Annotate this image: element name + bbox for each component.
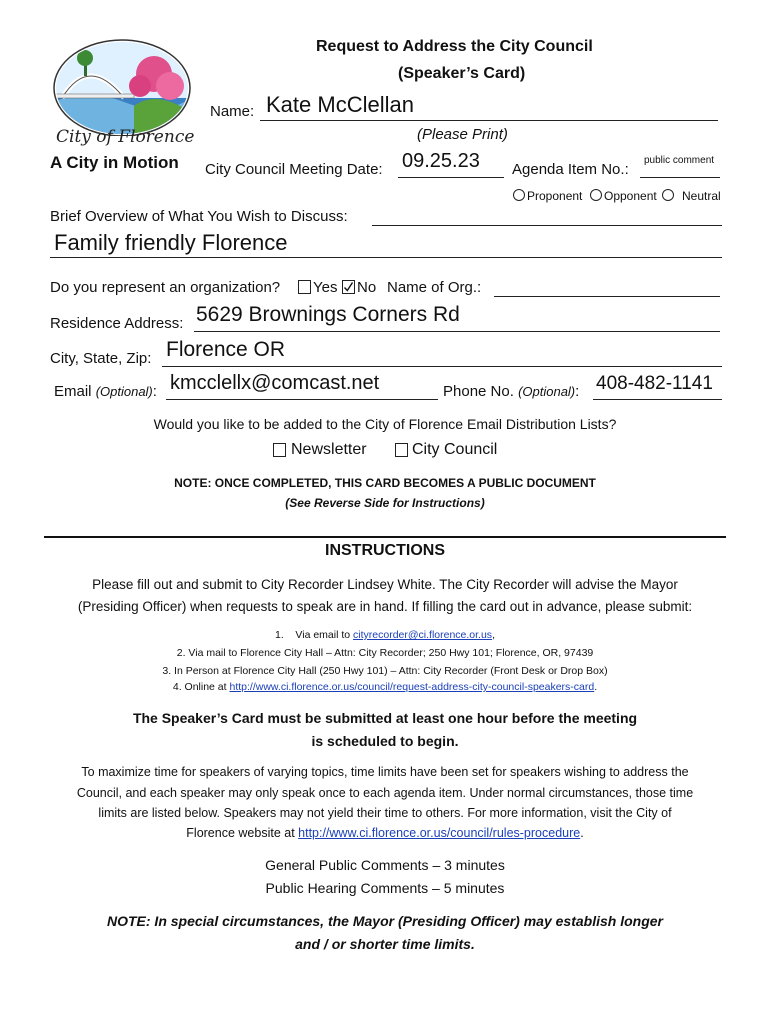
distribution-question: Would you like to be added to the City of Florence Email Distribution Lists?	[153, 416, 617, 432]
rules-link[interactable]: http://www.ci.florence.or.us/council/rules-procedure	[298, 826, 581, 840]
limits-suffix: .	[580, 826, 584, 840]
form-subtitle: (Speaker’s Card)	[398, 65, 526, 82]
email-label	[54, 383, 157, 400]
email-label-text: Email	[54, 383, 92, 400]
email-underline	[166, 399, 438, 400]
email-link[interactable]: cityrecorder@ci.florence.or.us	[353, 629, 493, 641]
tagline: A City in Motion	[50, 153, 179, 172]
section-divider	[44, 536, 726, 538]
phone-optional: (Optional)	[518, 384, 576, 399]
city-council-checkbox[interactable]	[395, 443, 408, 457]
instructions-intro-2: (Presiding Officer) when requests to speak are in hand. If filling the card out in advance, please submit:	[77, 599, 693, 614]
phone-field[interactable]: 408-482-1141	[596, 373, 713, 394]
phone-colon: :	[575, 383, 580, 400]
phone-label-text: Phone No.	[443, 383, 514, 400]
meeting-date-underline	[398, 177, 504, 178]
name-label: Name:	[210, 103, 255, 120]
instructions-intro-1: Please fill out and submit to City Recorder Lindsey White. The City Recorder will advise the Mayor	[92, 577, 678, 592]
city-council-label: City Council	[412, 441, 498, 458]
instruction-item-4	[0, 681, 770, 693]
city-logo	[44, 36, 194, 136]
org-question: Do you represent an organization?	[50, 279, 281, 296]
item4-prefix: 4. Online at	[172, 681, 230, 693]
overview-underline-1	[372, 225, 722, 226]
address-label: Residence Address:	[50, 315, 184, 332]
form-title: Request to Address the City Council	[316, 38, 593, 55]
csz-label: City, State, Zip:	[50, 350, 152, 367]
agenda-item-field[interactable]: public comment	[644, 155, 715, 166]
agenda-item-label: Agenda Item No.:	[512, 161, 629, 178]
phone-label	[443, 383, 579, 400]
org-yes-label: Yes	[313, 279, 338, 296]
newsletter-label: Newsletter	[291, 441, 367, 458]
limits-line-2: Council, and each speaker may only speak once to each agenda item. Under normal circumstances, those time	[76, 786, 694, 800]
limits-prefix: Florence website at	[186, 826, 299, 840]
please-print: (Please Print)	[417, 126, 508, 143]
instruction-item-3: 3. In Person at Florence City Hall (250 Hwy 101) – Attn: City Recorder (Front Desk or Drop Box)	[162, 665, 608, 677]
online-form-link[interactable]: http://www.ci.florence.or.us/council/request-address-city-council-speakers-card	[229, 681, 595, 693]
org-yes-checkbox[interactable]	[298, 280, 311, 294]
overview-field[interactable]: Family friendly Florence	[54, 230, 288, 255]
public-document-note: NOTE: ONCE COMPLETED, THIS CARD BECOMES A PUBLIC DOCUMENT	[174, 476, 596, 490]
instruction-item-2: 2. Via mail to Florence City Hall – Attn: City Recorder; 250 Hwy 101; Florence, OR, 97439	[176, 647, 594, 659]
address-field[interactable]: 5629 Brownings Corners Rd	[196, 303, 460, 326]
overview-label: Brief Overview of What You Wish to Discuss:	[50, 208, 348, 225]
neutral-radio[interactable]	[662, 189, 674, 201]
limits-line-4	[0, 826, 770, 840]
limits-line-1: To maximize time for speakers of varying topics, time limits have been set for speakers wishing to address the	[81, 765, 689, 779]
meeting-date-label: City Council Meeting Date:	[205, 161, 383, 178]
opponent-radio[interactable]	[590, 189, 602, 201]
instruction-item-1	[0, 629, 770, 641]
item4-suffix: .	[594, 681, 598, 693]
instructions-heading: INSTRUCTIONS	[325, 542, 445, 559]
see-reverse-note: (See Reverse Side for Instructions)	[285, 496, 485, 510]
logo-script-text: City of Florence	[56, 127, 195, 147]
org-name-label: Name of Org.:	[387, 279, 482, 296]
email-colon: :	[152, 383, 157, 400]
opponent-label: Opponent	[604, 189, 657, 203]
email-optional: (Optional)	[95, 384, 153, 399]
org-no-label: No	[357, 279, 377, 296]
csz-field[interactable]: Florence OR	[166, 338, 286, 361]
deadline-line-2: is scheduled to begin.	[311, 733, 459, 749]
proponent-label: Proponent	[527, 189, 583, 203]
agenda-item-underline	[640, 177, 720, 178]
limits-line-3: limits are listed below. Speakers may not yield their time to others. For more information, visit the City of	[98, 806, 672, 820]
neutral-label: Neutral	[682, 189, 721, 203]
newsletter-checkbox[interactable]	[273, 443, 286, 457]
name-underline	[260, 120, 718, 121]
org-name-underline	[494, 296, 720, 297]
address-underline	[194, 331, 720, 332]
proponent-radio[interactable]	[513, 189, 525, 201]
csz-underline	[162, 366, 722, 367]
org-no-checkbox[interactable]	[342, 280, 355, 294]
special-note-2: and / or shorter time limits.	[295, 936, 475, 952]
special-note-1: NOTE: In special circumstances, the Mayor (Presiding Officer) may establish longer	[106, 913, 664, 929]
item1-prefix: 1. Via email to	[275, 629, 354, 641]
checkmark-icon	[343, 281, 354, 293]
overview-underline-2	[50, 257, 722, 258]
general-comments-limit: General Public Comments – 3 minutes	[265, 857, 505, 873]
phone-underline	[593, 399, 722, 400]
name-field[interactable]: Kate McClellan	[266, 92, 414, 117]
item1-suffix: ,	[492, 629, 495, 641]
meeting-date-field[interactable]: 09.25.23	[402, 150, 480, 172]
city-seal-icon	[44, 36, 194, 136]
hearing-comments-limit: Public Hearing Comments – 5 minutes	[265, 880, 505, 896]
deadline-line-1: The Speaker’s Card must be submitted at least one hour before the meeting	[132, 710, 638, 726]
email-field[interactable]: kmcclellx@comcast.net	[170, 372, 380, 394]
